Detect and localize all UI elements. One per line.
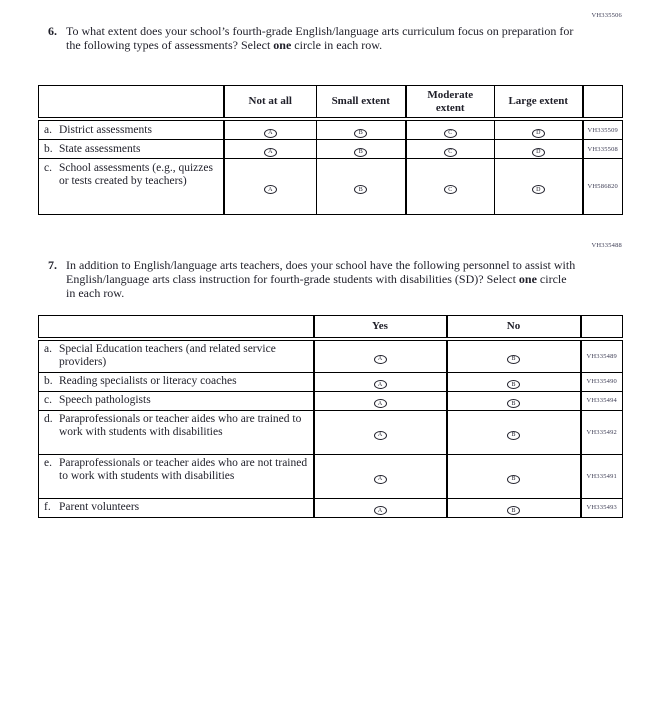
response-cell <box>406 159 495 215</box>
row-code: VH335494 <box>581 391 623 410</box>
response-cell <box>314 391 447 410</box>
q7-header-blank <box>39 316 314 339</box>
response-oval-no[interactable]: B <box>507 355 520 364</box>
response-oval-small-extent[interactable]: B <box>354 148 367 157</box>
response-cell <box>314 339 447 373</box>
table-row <box>39 119 623 140</box>
response-cell <box>406 140 495 159</box>
q6-text: To what extent does your school’s fourth-grade English/language arts curriculum focus on preparation for the following types of assessments? Select one circle in each row. <box>66 24 574 52</box>
q7-header-no: No <box>447 316 581 339</box>
q6-number: 6. <box>48 24 57 38</box>
row-label: d. Paraprofessionals or teacher aides who are trained to work with students with disabilities <box>44 413 302 438</box>
row-label: c. Speech pathologists <box>44 394 151 406</box>
response-oval-large-extent[interactable]: D <box>532 185 545 194</box>
response-oval-large-extent[interactable]: D <box>532 129 545 138</box>
row-label: f. Parent volunteers <box>44 501 140 513</box>
row-code: VH335490 <box>581 372 623 391</box>
row-code: VH586820 <box>583 159 623 215</box>
response-oval-yes[interactable]: A <box>374 506 387 515</box>
response-cell <box>317 140 406 159</box>
row-label: b. Reading specialists or literacy coaches <box>44 375 237 387</box>
row-code: VH335508 <box>583 140 623 159</box>
response-oval-not-at-all[interactable]: A <box>264 185 277 194</box>
q6-header-large-extent: Large extent <box>495 86 583 120</box>
response-cell <box>314 454 447 498</box>
response-cell <box>447 391 581 410</box>
row-code: VH335491 <box>581 454 623 498</box>
q7-number: 7. <box>48 258 57 272</box>
q7-header-yes: Yes <box>314 316 447 339</box>
response-cell <box>406 119 495 140</box>
q6-table <box>38 85 623 215</box>
table-row <box>39 140 623 159</box>
row-code: VH335489 <box>581 339 623 373</box>
response-oval-no[interactable]: B <box>507 380 520 389</box>
q7-bold-one: one <box>518 272 537 286</box>
response-oval-no[interactable]: B <box>507 431 520 440</box>
response-oval-not-at-all[interactable]: A <box>264 148 277 157</box>
response-cell <box>447 410 581 454</box>
response-cell <box>495 159 583 215</box>
row-code: VH335509 <box>583 119 623 140</box>
response-cell <box>224 119 317 140</box>
response-cell <box>317 159 406 215</box>
response-cell <box>314 498 447 517</box>
response-cell <box>447 454 581 498</box>
row-label: b. State assessments <box>44 142 141 155</box>
response-cell <box>224 140 317 159</box>
q6-form-code: VH335506 <box>591 12 622 19</box>
table-row <box>39 372 623 391</box>
row-label: e. Paraprofessionals or teacher aides who are not trained to work with students with disabilities <box>44 457 308 482</box>
response-oval-moderate-extent[interactable]: C <box>444 185 457 194</box>
table-row <box>39 454 623 498</box>
response-oval-moderate-extent[interactable]: C <box>444 129 457 138</box>
response-oval-yes[interactable]: A <box>374 380 387 389</box>
table-row <box>39 339 623 373</box>
response-cell <box>495 119 583 140</box>
row-label: a. District assessments <box>44 123 152 136</box>
response-cell <box>495 140 583 159</box>
response-oval-yes[interactable]: A <box>374 355 387 364</box>
response-cell <box>447 339 581 373</box>
response-oval-no[interactable]: B <box>507 506 520 515</box>
row-code: VH335493 <box>581 498 623 517</box>
row-label: a. Special Education teachers (and related service providers) <box>44 343 276 368</box>
q7-form-code: VH335488 <box>591 242 622 249</box>
q7-table <box>38 315 623 518</box>
table-row <box>39 159 623 215</box>
q6-header-moderate-extent: Moderate extent <box>406 86 495 120</box>
response-oval-no[interactable]: B <box>507 399 520 408</box>
table-row <box>39 498 623 517</box>
response-oval-not-at-all[interactable]: A <box>264 129 277 138</box>
response-cell <box>314 372 447 391</box>
response-oval-small-extent[interactable]: B <box>354 129 367 138</box>
q6-header-blank <box>39 86 224 120</box>
row-code: VH335492 <box>581 410 623 454</box>
response-cell <box>224 159 317 215</box>
response-cell <box>447 372 581 391</box>
table-row <box>39 391 623 410</box>
response-oval-small-extent[interactable]: B <box>354 185 367 194</box>
q6-header-small-extent: Small extent <box>317 86 406 120</box>
response-cell <box>447 498 581 517</box>
response-oval-yes[interactable]: A <box>374 431 387 440</box>
q6-question <box>48 24 578 52</box>
q7-question <box>48 258 578 300</box>
response-oval-no[interactable]: B <box>507 475 520 484</box>
response-cell <box>317 119 406 140</box>
q7-text: In addition to English/language arts teachers, does your school have the following personnel to assist with English/language arts class instruction for fourth-grade students with disabilities (SD)? Select one circle in each row. <box>66 258 576 300</box>
response-oval-large-extent[interactable]: D <box>532 148 545 157</box>
q7-header-row <box>39 316 623 339</box>
response-oval-moderate-extent[interactable]: C <box>444 148 457 157</box>
q6-bold-one: one <box>273 38 292 52</box>
row-label: c. School assessments (e.g., quizzes or tests created by teachers) <box>44 161 213 187</box>
response-oval-yes[interactable]: A <box>374 475 387 484</box>
q6-header-row <box>39 86 623 120</box>
q7-header-code-blank <box>581 316 623 339</box>
response-oval-yes[interactable]: A <box>374 399 387 408</box>
q6-header-code-blank <box>583 86 623 120</box>
q6-header-not-at-all: Not at all <box>224 86 317 120</box>
response-cell <box>314 410 447 454</box>
table-row <box>39 410 623 454</box>
